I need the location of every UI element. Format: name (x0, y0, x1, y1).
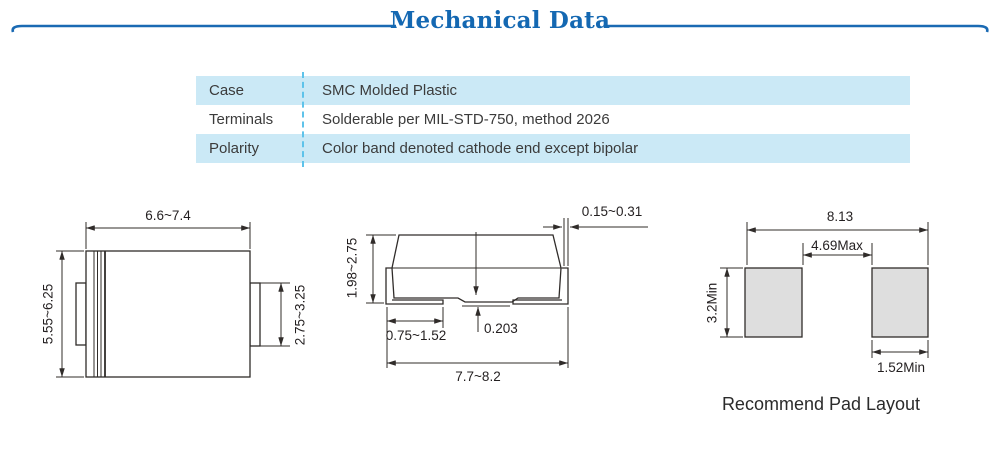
dim-pad-gap (803, 238, 872, 265)
spec-value: Color band denoted cathode end except bipolar (322, 140, 639, 157)
dim-label-terminal-width: 2.75~3.25 (292, 284, 308, 346)
pad-left (745, 268, 802, 337)
dim-pad-width (872, 340, 928, 375)
dim-label-pad-overall: 8.13 (826, 209, 854, 224)
dim-label-body-height: 5.55~6.25 (40, 283, 56, 345)
terminal-tab-left (76, 283, 86, 345)
dim-body-width (86, 208, 250, 249)
spec-label: Terminals (209, 111, 274, 128)
dim-terminal-width (260, 283, 308, 346)
dim-label-standoff: 0.203 (484, 321, 518, 336)
dim-label-body-width: 6.6~7.4 (145, 208, 191, 223)
page-title: Mechanical Data (389, 7, 611, 34)
dim-pad-height (705, 268, 743, 337)
pad-layout-drawing (695, 200, 990, 415)
package-top-view-drawing (30, 200, 315, 390)
package-body (86, 251, 250, 377)
spec-table (196, 76, 910, 163)
spec-label: Polarity (209, 140, 260, 157)
dim-side-body-height (345, 235, 396, 303)
pad-layout-caption: Recommend Pad Layout (721, 394, 921, 414)
table-column-divider (302, 72, 304, 167)
terminal-tab-right (250, 283, 260, 346)
dim-label-overall-length: 7.7~8.2 (455, 369, 501, 384)
package-side-view-drawing (340, 195, 660, 390)
spec-label: Case (209, 82, 245, 99)
pad-right (872, 268, 928, 337)
dim-pad-overall-width (747, 209, 928, 265)
dim-foot-length (386, 307, 446, 343)
dim-label-pad-height: 3.2Min (704, 282, 720, 324)
dim-label-foot-length: 0.75~1.52 (385, 328, 447, 343)
spec-value: SMC Molded Plastic (322, 82, 458, 99)
dim-label-lead-thickness: 0.15~0.31 (581, 204, 643, 219)
dim-label-pad-width: 1.52Min (876, 360, 926, 375)
dim-label-pad-gap: 4.69Max (811, 238, 863, 253)
spec-value: Solderable per MIL-STD-750, method 2026 (322, 111, 610, 128)
dim-label-side-body-height: 1.98~2.75 (344, 237, 360, 299)
